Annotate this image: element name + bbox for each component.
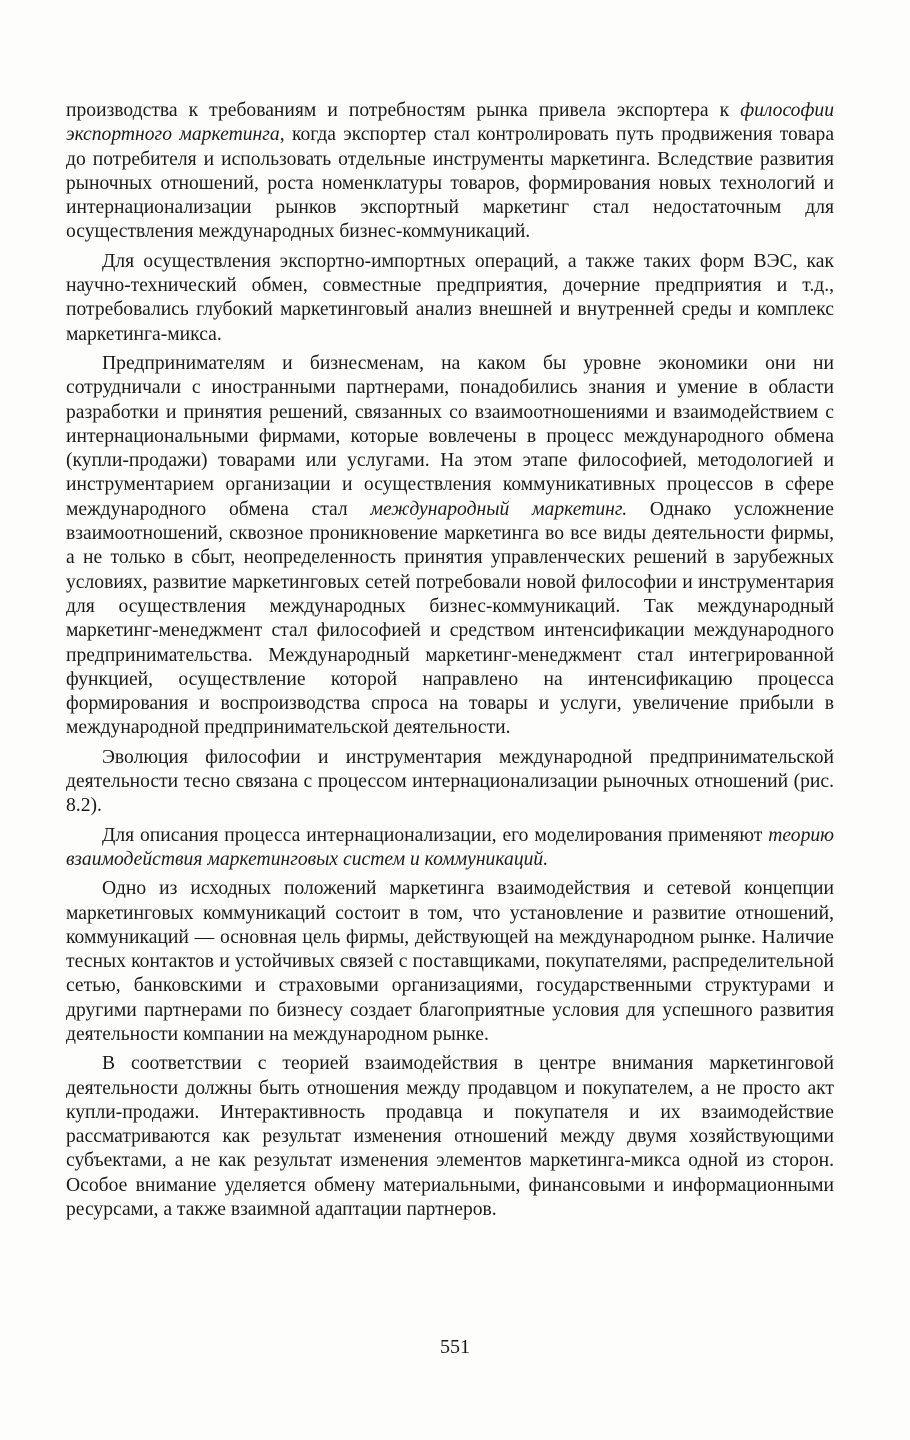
italic-term: теорию взаимодействия маркетинговых систем и коммуникаций. <box>66 824 834 870</box>
italic-term: международный маркетинг. <box>370 498 628 520</box>
paragraph <box>66 877 834 1047</box>
paragraph <box>66 746 834 819</box>
text-run: Предпринимателям и бизнесменам, на каком бы уровне экономики они ни сотрудничали с иностранными партнерами, понадобились знания и умение в области разработки и принятия решений, связанных со взаимоотношениями и взаимодействием с интернациональными фирмами, которые вовлечены в процесс международного обмена (купли-продажи) товарами или услугами. На этом этапе философией, методологией и инструментарием организации и осуществления коммуникативных процессов в сфере международного обмена стал <box>66 352 834 520</box>
text-run: Эволюция философии и инструментария международной предпринимательской деятельности тесно связана с процессом интернационализации рыночных отношений (рис. 8.2). <box>66 746 834 817</box>
text-run: Для описания процесса интернационализации, его моделирования применяют <box>102 824 769 846</box>
paragraph <box>66 250 834 347</box>
paragraph <box>66 1052 834 1222</box>
italic-term: философии экспортного маркетинга <box>66 100 834 146</box>
text-run: Одно из исходных положений маркетинга взаимодействия и сетевой концепции маркетинговых коммуникаций состоит в том, что установление и развитие отношений, коммуникаций — основная цель фирмы, действующей на международном рынке. Наличие тесных контактов и устойчивых связей с поставщиками, покупателями, распределительной сетью, банковскими и страховыми организациями, государственными структурами и другими партнерами по бизнесу создает благоприятные условия для успешного развития деятельности компании на международном рынке. <box>66 878 834 1045</box>
paragraph <box>66 824 834 873</box>
page-number: 551 <box>440 1336 470 1358</box>
body-text <box>66 99 834 1227</box>
paragraph <box>66 99 834 245</box>
text-run: производства к требованиям и потребностям рынка привела экспортера к <box>66 100 741 121</box>
text-run: В соответствии с теорией взаимодействия в центре внимания маркетинговой деятельности должны быть отношения между продавцом и покупателем, а не просто акт купли-продажи. Интерактивность продавца и покупателя и их взаимодействие рассматриваются как результат изменения отношений между двумя хозяйствующими субъектами, а не как результат изменения элементов маркетинга-микса одной из сторон. Особое внимание уделяется обмену материальными, финансовыми и информационными ресурсами, а также взаимной адаптации партнеров. <box>66 1053 834 1221</box>
text-run: , когда экспортер стал контролировать путь продвижения товара до потребителя и использовать отдельные инструменты маркетинга. Вследствие развития рыночных отношений, роста номенклатуры товаров, формирования новых технологий и интернационализации рынков экспортный маркетинг стал недостаточным для осуществления международных бизнес-коммуникаций. <box>66 124 835 243</box>
text-run: Для осуществления экспортно-импортных операций, а также таких форм ВЭС, как научно-технический обмен, совместные предприятия, дочерние предприятия и т.д., потребовались глубокий маркетинговый анализ внешней и внутренней среды и комплекс маркетинга-микса. <box>66 250 834 345</box>
paragraph <box>66 352 834 741</box>
text-run: Однако усложнение взаимоотношений, сквозное проникновение маркетинга во все виды деятельности фирмы, а не только в сбыт, неопределенность принятия управленческих решений в зарубежных условиях, развитие маркетинговых сетей потребовали новой философии и инструментария для осуществления международных бизнес-коммуникаций. Так международный маркетинг-менеджмент стал философией и средством интенсификации международного предпринимательства. Международный маркетинг-менеджмент стал интегрированной функцией, осуществление которой направлено на интенсификацию процесса формирования и воспроизводства спроса на товары и услуги, увеличение прибыли в международной предпринимательской деятельности. <box>66 498 834 739</box>
